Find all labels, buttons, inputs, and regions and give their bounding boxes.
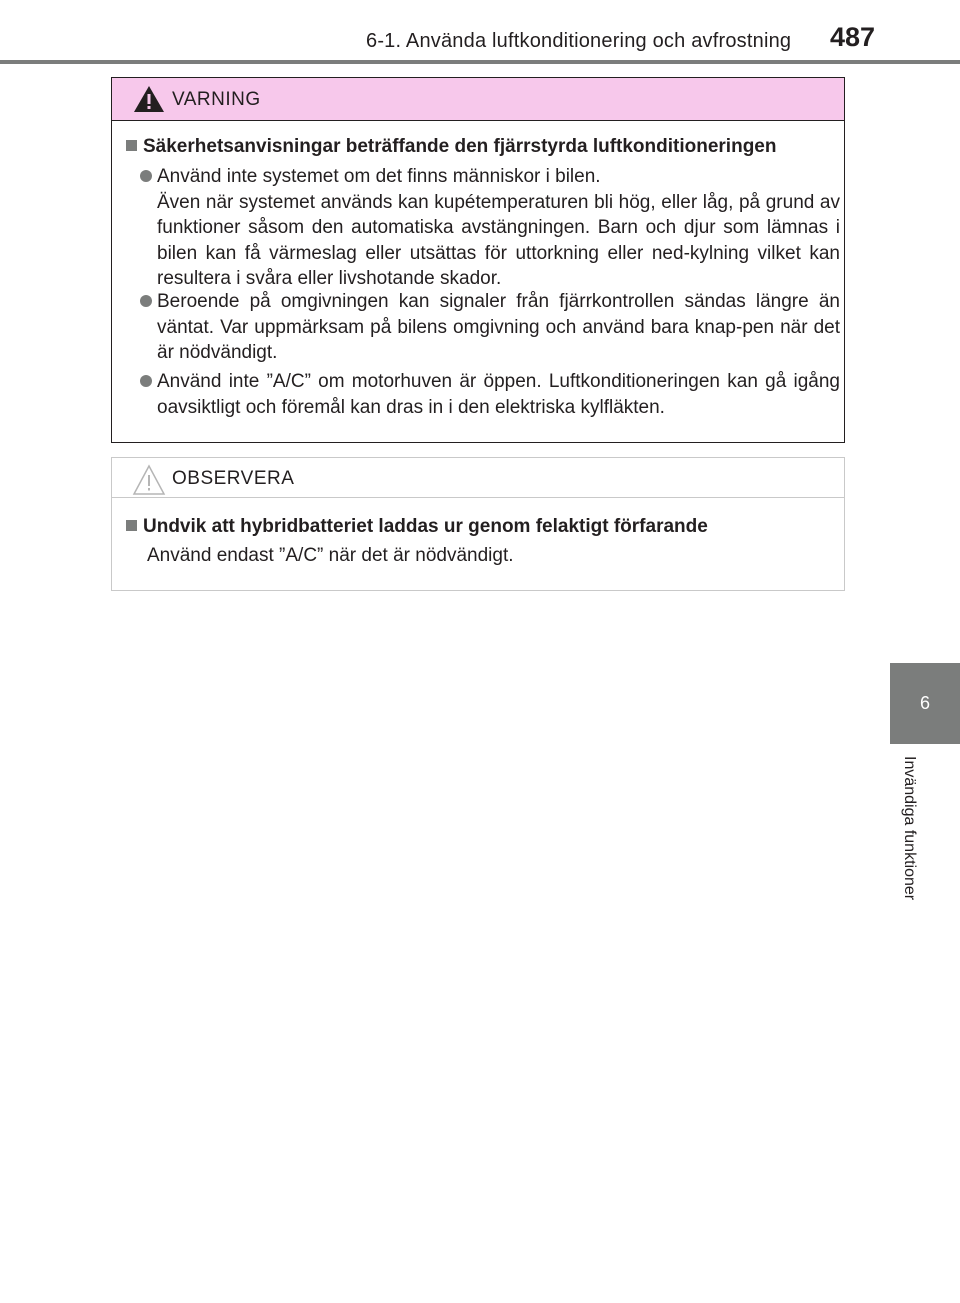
notice-section-title: Undvik att hybridbatteriet laddas ur genom felaktigt förfarande	[126, 516, 708, 538]
warning-section-title: Säkerhetsanvisningar beträffande den fjärrstyrda luftkonditioneringen	[126, 136, 776, 158]
bullet-dot-icon	[140, 170, 152, 182]
warning-bullet	[140, 369, 840, 420]
warning-title: VARNING	[172, 89, 261, 110]
warning-bullet	[140, 289, 840, 366]
caution-icon	[132, 464, 166, 496]
warning-bullet	[140, 164, 840, 292]
chapter-label: Invändiga funktioner	[901, 756, 918, 901]
square-bullet-icon	[126, 520, 137, 531]
square-bullet-icon	[126, 140, 137, 151]
warning-bullet-text: Beroende på omgivningen kan signaler från fjärrkontrollen sändas längre än väntat. Var uppmärksam på bilens omgivning och använd bara knap-pen när det är nödvändigt.	[157, 291, 840, 363]
warning-bullet-text: Även när systemet används kan kupétemperaturen bli hög, eller låg, på grund av funktioner såsom den automatiska avstängningen. Barn och djur som lämnas i bilen kan få värmeslag eller utsättas för uttorkning eller ned-kylning vilket kan resultera i svåra eller livshotande skador.	[157, 191, 840, 289]
chapter-number: 6	[919, 693, 930, 713]
notice-box	[111, 457, 845, 591]
page-number: 487	[830, 22, 876, 52]
warning-header	[112, 78, 844, 121]
header-rule	[0, 60, 960, 64]
warning-bullet-text: Använd inte ”A/C” om motorhuven är öppen. Luftkonditioneringen kan gå igång oavsiktligt och föremål kan dras in i den elektriska kylfläkten.	[157, 371, 840, 418]
warning-bullet-text: Använd inte systemet om det finns människor i bilen.	[157, 166, 601, 187]
bullet-dot-icon	[140, 295, 152, 307]
warning-box	[111, 77, 845, 443]
warning-icon	[132, 84, 166, 114]
bullet-dot-icon	[140, 375, 152, 387]
notice-header	[112, 458, 844, 498]
notice-text: Använd endast ”A/C” när det är nödvändigt.	[147, 545, 514, 566]
notice-title: OBSERVERA	[172, 468, 295, 489]
chapter-tab	[890, 663, 960, 744]
header-section-title: 6-1. Använda luftkonditionering och avfrostning	[366, 30, 792, 52]
